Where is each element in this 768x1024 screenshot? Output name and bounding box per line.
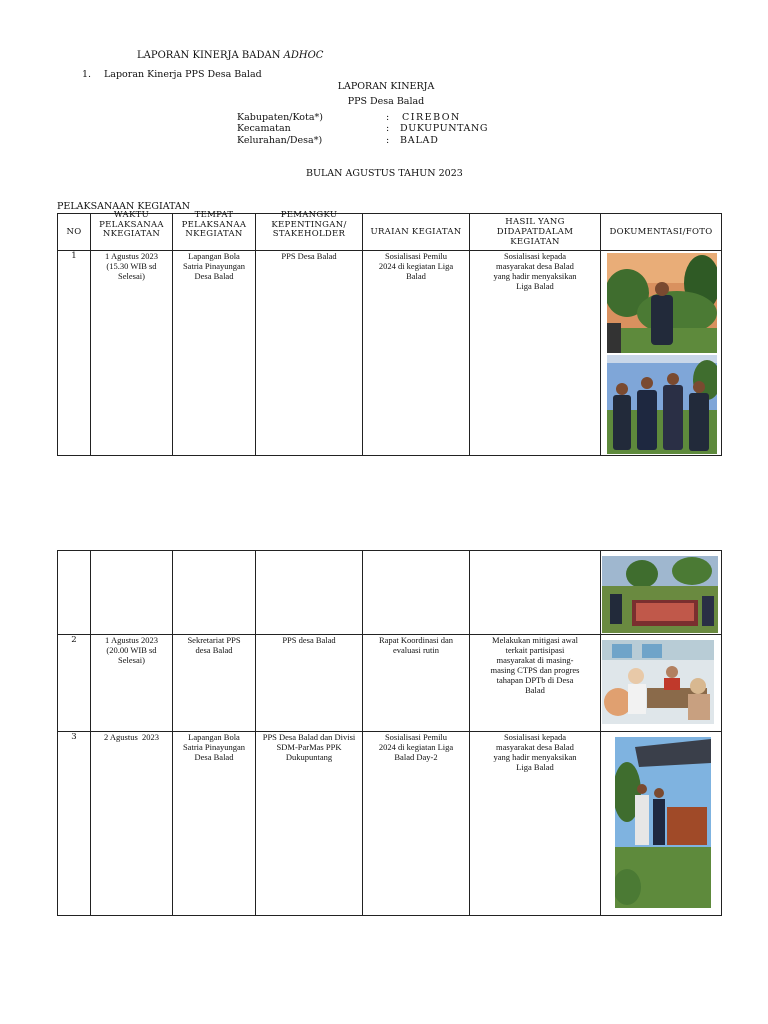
table-header-row (58, 214, 722, 251)
cell-line: Sekretariat PPS (187, 635, 241, 645)
cell-line: 1 Agustus 2023 (105, 635, 158, 645)
cell-line: SDM-ParMas PPK (276, 742, 342, 752)
cell-line: (20.00 WIB sd (106, 645, 157, 655)
cell-tempat (173, 732, 256, 916)
cell-line: Balad (406, 271, 426, 281)
cell-line: Lapangan Bola (188, 251, 240, 261)
cell-uraian (363, 551, 470, 635)
header-uraian: URAIAN KEGIATAN (363, 214, 470, 251)
header-line: PEMANGKU (280, 210, 338, 220)
cell-hasil (470, 732, 601, 916)
report-period: BULAN AGUSTUS TAHUN 2023 (306, 168, 463, 179)
info-colon: : (386, 135, 390, 146)
cell-uraian (363, 732, 470, 916)
cell-line: Liga Balad (516, 281, 554, 291)
cell-line: 2024 di kegiatan Liga (378, 261, 454, 271)
cell-line: (15.30 WIB sd (106, 261, 157, 271)
cell-line: masyarakat desa Balad (496, 261, 574, 271)
header-line: KEGIATAN (510, 237, 560, 247)
cell-waktu (91, 635, 173, 732)
header-waktu (91, 210, 173, 251)
section-title: PELAKSANAAN KEGIATAN (57, 201, 191, 212)
info-colon: : (386, 112, 390, 123)
cell-pemangku (256, 732, 363, 916)
cell-line: terkait partisipasi (505, 645, 565, 655)
header-line: PELAKSANAA (181, 219, 247, 230)
cell-line: PPS desa Balad (282, 635, 336, 645)
cell-line: Lapangan Bola (188, 732, 240, 742)
header-line: HASIL YANG (505, 217, 565, 227)
cell-line: 2024 di kegiatan Liga (378, 742, 454, 752)
cell-waktu (91, 732, 173, 916)
report-title-italic: ADHOC (283, 50, 324, 61)
info-value-kabupaten: CIREBON (402, 112, 461, 123)
info-label-kecamatan: Kecamatan (237, 123, 291, 134)
cell-line: Dukupuntang (285, 752, 333, 762)
cell-line: Satria Pinayungan (182, 261, 246, 271)
info-value-kecamatan: DUKUPUNTANG (400, 123, 489, 134)
cell-line: Sosialisasi Pemilu (384, 732, 448, 742)
cell-line: desa Balad (195, 645, 233, 655)
cell-uraian (363, 251, 470, 456)
cell-line: PPS Desa Balad (281, 251, 337, 261)
cell-waktu (91, 551, 173, 635)
cell-no: 1 (58, 251, 91, 456)
cell-line: Rapat Koordinasi dan (378, 635, 454, 645)
cell-line: Selesai) (118, 271, 145, 281)
cell-hasil (470, 251, 601, 456)
header-hasil (470, 214, 601, 251)
activity-photo (602, 640, 714, 724)
report-title-text: LAPORAN KINERJA BADAN (137, 50, 284, 61)
header-line: WAKTU (113, 210, 150, 220)
cell-line: Sosialisasi Pemilu (384, 251, 448, 261)
cell-line: Sosialisasi kepada (503, 732, 567, 742)
cell-line: Sosialisasi kepada (503, 251, 567, 261)
cell-line: Satria Pinayungan (182, 742, 246, 752)
cell-waktu (91, 251, 173, 456)
cell-pemangku (256, 635, 363, 732)
cell-uraian (363, 635, 470, 732)
cell-line: masing CTPS dan progres (490, 665, 580, 675)
cell-line: Desa Balad (194, 271, 234, 281)
cell-pemangku (256, 551, 363, 635)
header-no: NO (58, 214, 91, 251)
header-line: KEPENTINGAN/ (271, 219, 347, 230)
cell-line: tahapan DPTb di Desa (496, 675, 574, 685)
header-line: NKEGIATAN (185, 229, 243, 239)
report-title (137, 50, 323, 61)
cell-no (58, 551, 91, 635)
header-pemangku (256, 210, 363, 251)
cell-no: 2 (58, 635, 91, 732)
cell-line: 1 Agustus 2023 (105, 251, 158, 261)
cell-line: Balad Day-2 (394, 752, 438, 762)
list-item-title: Laporan Kinerja PPS Desa Balad (104, 69, 262, 80)
cell-tempat (173, 635, 256, 732)
cell-hasil (470, 551, 601, 635)
info-label-kabupaten: Kabupaten/Kota*) (237, 112, 323, 123)
sub-title: LAPORAN KINERJA (337, 81, 435, 92)
cell-line: yang hadir menyaksikan (493, 271, 577, 281)
sub-title-2: PPS Desa Balad (347, 96, 425, 107)
cell-line: Liga Balad (516, 762, 554, 772)
cell-tempat (173, 251, 256, 456)
header-dokumentasi: DOKUMENTASI/FOTO (601, 214, 722, 251)
info-label-kelurahan: Kelurahan/Desa*) (237, 135, 323, 146)
cell-line: 2 Agustus 2023 (103, 732, 160, 742)
cell-hasil (470, 635, 601, 732)
activity-photo (615, 737, 711, 908)
header-tempat (173, 210, 256, 251)
cell-line: yang hadir menyaksikan (493, 752, 577, 762)
cell-pemangku (256, 251, 363, 456)
cell-line: Balad (525, 685, 545, 695)
activity-photo (607, 355, 717, 454)
info-value-kelurahan: BALAD (400, 135, 439, 146)
cell-line: Melakukan mitigasi awal (492, 635, 578, 645)
cell-line: masyarakat di masing- (496, 655, 574, 665)
cell-line: Selesai) (118, 655, 145, 665)
activity-photo (602, 556, 718, 633)
cell-tempat (173, 551, 256, 635)
cell-line: evaluasi rutin (392, 645, 440, 655)
header-line: PELAKSANAA (99, 219, 164, 230)
cell-line: PPS Desa Balad dan Divisi (262, 732, 356, 742)
header-line: TEMPAT (194, 210, 234, 220)
header-line: NKEGIATAN (102, 229, 161, 239)
header-line: DIDAPATDALAM (496, 227, 574, 237)
activity-photo (607, 253, 717, 353)
cell-line: Desa Balad (194, 752, 234, 762)
list-number: 1. (82, 69, 92, 80)
header-line: STAKEHOLDER (272, 229, 346, 239)
info-colon: : (386, 123, 390, 134)
cell-line: masyarakat desa Balad (496, 742, 574, 752)
cell-no: 3 (58, 732, 91, 916)
